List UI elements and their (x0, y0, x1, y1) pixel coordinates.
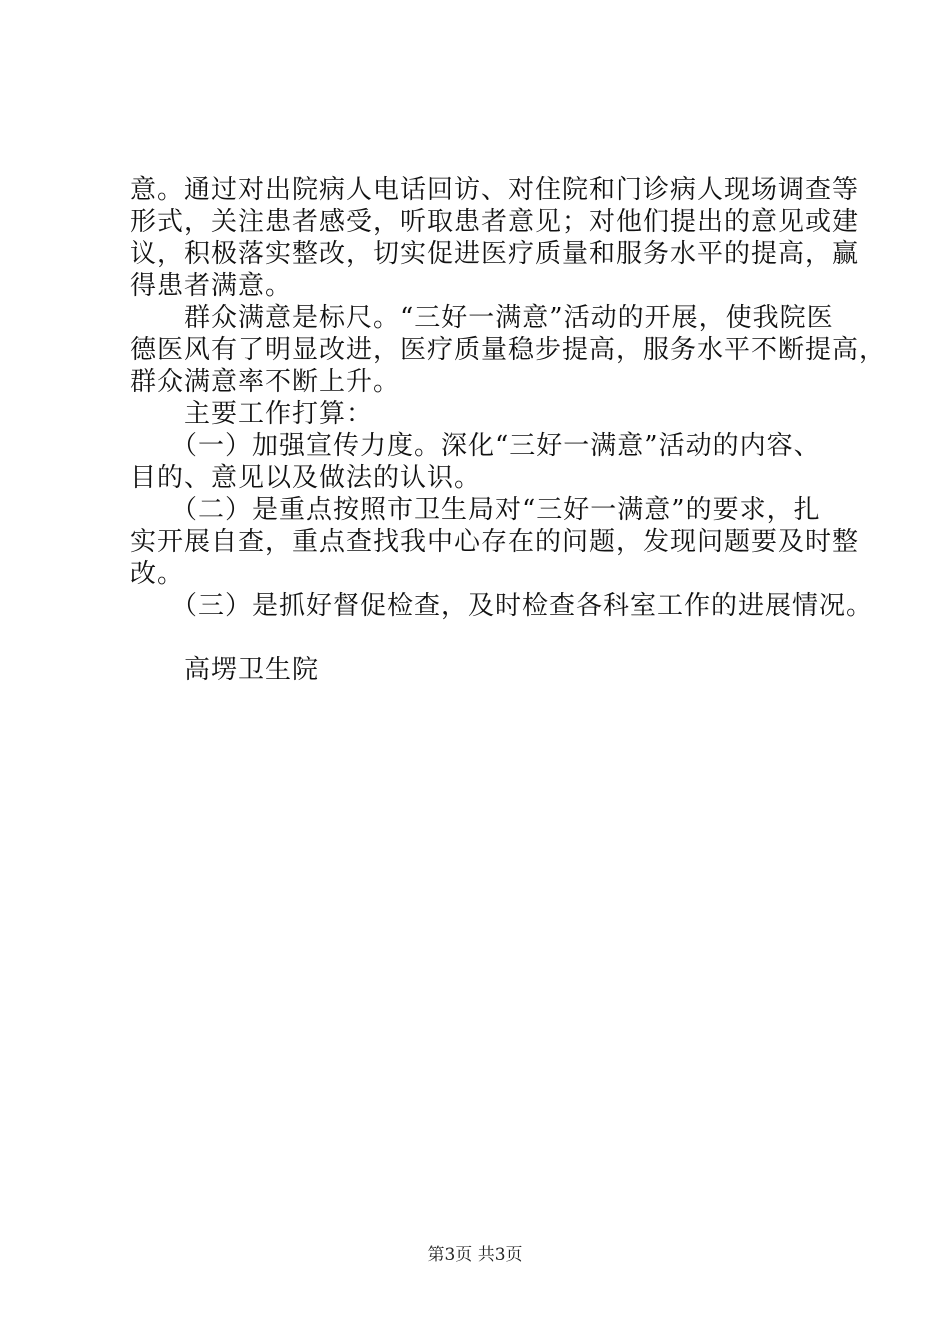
body-line: （三）是抓好督促检查，及时检查各科室工作的进展情况。 (130, 591, 874, 621)
body-line: 改。 (130, 559, 185, 589)
body-line: 议，积极落实整改，切实促进医疗质量和服务水平的提高，赢 (130, 239, 860, 269)
body-line: 形式，关注患者感受，听取患者意见；对他们提出的意见或建 (130, 207, 860, 237)
body-line: （二）是重点按照市卫生局对“三好一满意”的要求，扎 (130, 495, 821, 525)
body-line: 群众满意是标尺。“三好一满意”活动的开展，使我院医 (130, 303, 834, 333)
signature: 高塄卫生院 (130, 655, 320, 685)
body-line: 目的、意见以及做法的认识。 (130, 463, 482, 493)
body-line: 群众满意率不断上升。 (130, 367, 401, 397)
section-heading: 主要工作打算： (130, 399, 374, 429)
body-line: （一）加强宣传力度。深化“三好一满意”活动的内容、 (130, 431, 821, 461)
body-line: 意。通过对出院病人电话回访、对住院和门诊病人现场调查等 (130, 175, 860, 205)
body-line: 德医风有了明显改进，医疗质量稳步提高，服务水平不断提高， (130, 335, 887, 365)
body-line: 实开展自查，重点查找我中心存在的问题，发现问题要及时整 (130, 527, 860, 557)
body-line: 得患者满意。 (130, 271, 293, 301)
page-footer: 第3页 共3页 (427, 1245, 523, 1265)
